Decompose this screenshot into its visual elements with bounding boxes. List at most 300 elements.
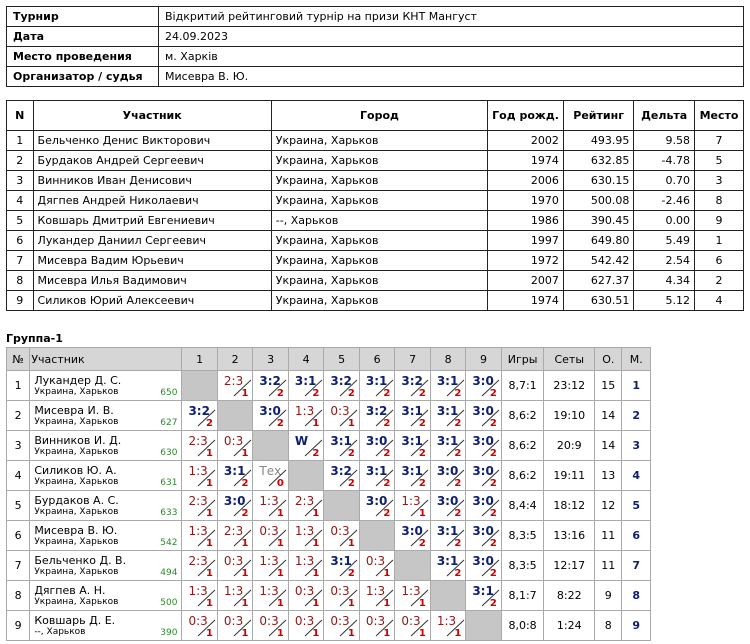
grid-header: 1 — [182, 348, 217, 371]
games-stat: 8,0:8 — [501, 611, 544, 641]
participant-cell: 542.42 — [563, 251, 633, 271]
match-result-cell — [288, 551, 323, 581]
participant-cell: Ковшарь Дмитрий Евгениевич — [33, 211, 271, 231]
match-score: 3:0 — [472, 524, 494, 538]
player-name: Ковшарь Д. Е. — [34, 613, 116, 627]
match-score: 1:3 — [294, 524, 315, 538]
points-stat: 14 — [595, 401, 622, 431]
match-score: 1:3 — [259, 494, 279, 508]
match-result-cell — [324, 551, 359, 581]
match-score: 0:3 — [330, 404, 350, 418]
participant-cell: 4 — [7, 191, 34, 211]
match-result-cell — [395, 611, 430, 641]
grid-header: 8 — [430, 348, 465, 371]
participant-cell: 7 — [7, 251, 34, 271]
match-result-cell — [359, 611, 394, 641]
games-stat: 8,1:7 — [501, 581, 544, 611]
match-result-cell — [324, 371, 359, 401]
group-row — [7, 551, 651, 581]
match-result-cell — [466, 371, 501, 401]
points-stat: 8 — [595, 611, 622, 641]
match-points: 1 — [347, 628, 355, 639]
match-score: 1:3 — [365, 584, 386, 598]
match-result-cell — [182, 401, 217, 431]
participant-cell: 4 — [695, 291, 744, 311]
match-score: 2:3 — [188, 494, 208, 508]
info-key: Организатор / судья — [7, 67, 159, 87]
player-name: Мисевра В. Ю. — [34, 523, 118, 537]
participants-header: N — [7, 101, 34, 131]
match-score: 3:0 — [472, 404, 494, 418]
match-points: 1 — [418, 508, 426, 519]
participant-cell: 0.70 — [634, 171, 695, 191]
match-points: 1 — [276, 628, 284, 639]
player-name: Бурдаков А. С. — [34, 493, 119, 507]
match-result-cell — [359, 491, 394, 521]
match-points: 2 — [347, 568, 355, 579]
self-match-cell — [324, 491, 359, 521]
match-points: 1 — [383, 568, 391, 579]
match-result-cell — [359, 551, 394, 581]
match-result-cell — [288, 611, 323, 641]
match-result-cell — [253, 551, 288, 581]
player-rating: 494 — [160, 568, 178, 578]
match-result-cell — [217, 611, 252, 641]
match-result-cell — [253, 521, 288, 551]
match-points: 2 — [383, 508, 391, 519]
match-result-cell — [395, 431, 430, 461]
info-value: Відкритий рейтинговий турнір на призи КНТ Мангуст — [159, 7, 744, 27]
match-result-cell — [288, 431, 323, 461]
match-result-cell — [359, 401, 394, 431]
participant-cell: Украина, Харьков — [271, 191, 487, 211]
player-city: Украина, Харьков — [34, 596, 119, 607]
match-result-cell — [430, 401, 465, 431]
info-row — [7, 27, 744, 47]
row-number: 2 — [7, 401, 30, 431]
games-stat: 8,6:2 — [501, 431, 544, 461]
match-score: 2:3 — [188, 434, 208, 448]
match-result-cell — [288, 401, 323, 431]
participant-cell: 1 — [695, 231, 744, 251]
row-number: 5 — [7, 491, 30, 521]
participant-cell: Украина, Харьков — [271, 291, 487, 311]
info-value: Мисевра В. Ю. — [159, 67, 744, 87]
match-points: 2 — [489, 508, 497, 519]
match-result-cell — [182, 461, 217, 491]
player-rating: 542 — [160, 538, 178, 548]
match-score: 3:1 — [472, 584, 494, 598]
match-score: 0:3 — [223, 554, 244, 568]
match-points: 2 — [347, 388, 355, 399]
match-score: 3:1 — [330, 434, 352, 448]
participants-header: Дельта — [634, 101, 695, 131]
games-stat: 8,6:2 — [501, 461, 544, 491]
match-result-cell — [430, 521, 465, 551]
participant-cell: Украина, Харьков — [271, 131, 487, 151]
match-result-cell — [324, 461, 359, 491]
participant-cell: 8 — [695, 191, 744, 211]
match-result-cell — [288, 581, 323, 611]
group-row — [7, 611, 651, 641]
self-match-cell — [288, 461, 323, 491]
grid-header: О. — [595, 348, 622, 371]
match-score: 3:0 — [472, 374, 494, 388]
match-points: 2 — [347, 478, 355, 489]
player-cell — [30, 431, 182, 461]
match-score: 1:3 — [188, 464, 208, 478]
sets-stat: 12:17 — [544, 551, 595, 581]
match-points: 2 — [454, 568, 462, 579]
grid-header: Игры — [501, 348, 544, 371]
group-results-grid — [6, 347, 651, 641]
match-score: 3:2 — [188, 404, 210, 418]
match-points: 2 — [489, 478, 497, 489]
player-city: Украина, Харьков — [34, 446, 119, 457]
sets-stat: 1:24 — [544, 611, 595, 641]
participant-cell: 2 — [7, 151, 34, 171]
match-score: 1:3 — [401, 584, 421, 598]
info-key: Дата — [7, 27, 159, 47]
tournament-info-table — [6, 6, 744, 87]
match-points: 1 — [312, 508, 320, 519]
player-name: Винников И. Д. — [34, 433, 122, 447]
match-points: 1 — [241, 538, 249, 549]
match-score: 3:1 — [436, 374, 459, 388]
player-city: Украина, Харьков — [34, 566, 119, 577]
match-points: 2 — [489, 418, 497, 429]
match-result-cell — [253, 401, 288, 431]
match-score: 2:3 — [223, 524, 244, 538]
match-score: 3:0 — [436, 494, 459, 508]
place-stat: 2 — [622, 401, 651, 431]
match-result-cell — [182, 551, 217, 581]
group-row — [7, 431, 651, 461]
player-rating: 500 — [160, 598, 178, 608]
games-stat: 8,7:1 — [501, 371, 544, 401]
participant-cell: Украина, Харьков — [271, 151, 487, 171]
match-score: 3:2 — [330, 464, 352, 478]
info-value: м. Харків — [159, 47, 744, 67]
player-rating: 390 — [160, 628, 178, 638]
participant-cell: -4.78 — [634, 151, 695, 171]
participant-cell: 1974 — [488, 291, 564, 311]
group-row — [7, 491, 651, 521]
place-stat: 3 — [622, 431, 651, 461]
match-points: 1 — [312, 598, 320, 609]
participant-cell: Дягпев Андрей Николаевич — [33, 191, 271, 211]
player-city: Украина, Харьков — [34, 506, 119, 517]
match-points: 1 — [312, 568, 320, 579]
participant-cell: 632.85 — [563, 151, 633, 171]
match-points: 1 — [347, 598, 355, 609]
match-score: 3:1 — [294, 374, 317, 388]
match-points: 1 — [205, 628, 213, 639]
match-points: 2 — [489, 538, 497, 549]
sets-stat: 19:11 — [544, 461, 595, 491]
participant-cell: 3 — [7, 171, 34, 191]
participant-cell: 8 — [7, 271, 34, 291]
match-score: 3:2 — [259, 374, 281, 388]
grid-header: М. — [622, 348, 651, 371]
match-points: 2 — [454, 448, 462, 459]
participant-cell: 5.12 — [634, 291, 695, 311]
match-points: 2 — [454, 538, 462, 549]
participant-row — [7, 171, 744, 191]
participant-cell: 7 — [695, 131, 744, 151]
match-result-cell — [466, 491, 501, 521]
match-score: 0:3 — [223, 614, 244, 628]
place-stat: 9 — [622, 611, 651, 641]
group-row — [7, 371, 651, 401]
match-points: 2 — [489, 568, 497, 579]
participant-cell: 2.54 — [634, 251, 695, 271]
grid-header: 6 — [359, 348, 394, 371]
player-city: Украина, Харьков — [34, 476, 119, 487]
row-number: 4 — [7, 461, 30, 491]
match-points: 1 — [241, 568, 249, 579]
place-stat: 7 — [622, 551, 651, 581]
player-cell — [30, 611, 182, 641]
participant-cell: -2.46 — [634, 191, 695, 211]
match-result-cell — [182, 521, 217, 551]
row-number: 8 — [7, 581, 30, 611]
match-score: 3:1 — [401, 434, 423, 448]
sets-stat: 23:12 — [544, 371, 595, 401]
match-score: 3:1 — [436, 404, 459, 418]
participant-cell: Украина, Харьков — [271, 251, 487, 271]
participant-cell: 2007 — [488, 271, 564, 291]
participant-cell: Бурдаков Андрей Сергеевич — [33, 151, 271, 171]
player-name: Лукандер Д. С. — [34, 373, 122, 387]
match-score: 3:2 — [330, 374, 352, 388]
match-score: 2:3 — [188, 554, 208, 568]
participant-cell: 630.15 — [563, 171, 633, 191]
participant-cell: 627.37 — [563, 271, 633, 291]
player-name: Мисевра И. В. — [34, 403, 114, 417]
grid-header: 7 — [395, 348, 430, 371]
match-result-cell — [359, 431, 394, 461]
match-score: 1:3 — [259, 554, 279, 568]
player-cell — [30, 551, 182, 581]
match-result-cell — [359, 461, 394, 491]
player-city: Украина, Харьков — [34, 536, 119, 547]
match-result-cell — [430, 551, 465, 581]
player-rating: 631 — [160, 478, 178, 488]
match-score: 3:0 — [259, 404, 281, 418]
match-points: 2 — [418, 478, 426, 489]
grid-header: 5 — [324, 348, 359, 371]
participant-cell: 6 — [695, 251, 744, 271]
match-score: 1:3 — [188, 584, 208, 598]
match-score: 3:1 — [436, 434, 459, 448]
match-result-cell — [182, 431, 217, 461]
match-result-cell — [217, 581, 252, 611]
participant-cell: 1986 — [488, 211, 564, 231]
match-result-cell — [182, 611, 217, 641]
grid-header: 3 — [253, 348, 288, 371]
match-points: 1 — [276, 598, 284, 609]
participant-cell: Винников Иван Денисович — [33, 171, 271, 191]
match-result-cell — [182, 491, 217, 521]
match-score: 3:0 — [472, 464, 494, 478]
participant-row — [7, 251, 744, 271]
match-result-cell — [324, 401, 359, 431]
match-points: 1 — [312, 418, 320, 429]
grid-header: 9 — [466, 348, 501, 371]
match-score: 3:1 — [436, 524, 459, 538]
match-score: 0:3 — [330, 584, 350, 598]
match-result-cell — [466, 401, 501, 431]
participants-header: Участник — [33, 101, 271, 131]
match-result-cell — [395, 491, 430, 521]
participant-cell: 649.80 — [563, 231, 633, 251]
self-match-cell — [217, 401, 252, 431]
participant-cell: 1974 — [488, 151, 564, 171]
participant-cell: 1997 — [488, 231, 564, 251]
match-result-cell — [288, 491, 323, 521]
sets-stat: 8:22 — [544, 581, 595, 611]
self-match-cell — [430, 581, 465, 611]
match-score: 0:3 — [294, 614, 315, 628]
match-score: 0:3 — [259, 524, 279, 538]
match-result-cell — [253, 611, 288, 641]
match-points: 2 — [418, 418, 426, 429]
points-stat: 9 — [595, 581, 622, 611]
group-row — [7, 581, 651, 611]
participants-header: Год рожд. — [488, 101, 564, 131]
match-points: 2 — [489, 448, 497, 459]
match-result-cell — [217, 551, 252, 581]
match-result-cell — [253, 491, 288, 521]
participant-cell: 9 — [695, 211, 744, 231]
participant-cell: 493.95 — [563, 131, 633, 151]
match-score: 0:3 — [294, 584, 315, 598]
participant-cell: 630.51 — [563, 291, 633, 311]
games-stat: 8,3:5 — [501, 521, 544, 551]
match-score: 3:1 — [330, 554, 352, 568]
match-result-cell — [466, 551, 501, 581]
match-score: 1:3 — [436, 614, 457, 628]
match-points: 2 — [205, 418, 213, 429]
group-row — [7, 461, 651, 491]
match-score: 0:3 — [188, 614, 208, 628]
self-match-cell — [253, 431, 288, 461]
sets-stat: 20:9 — [544, 431, 595, 461]
match-result-cell — [359, 371, 394, 401]
match-result-cell — [430, 491, 465, 521]
player-city: Украина, Харьков — [34, 416, 119, 427]
place-stat: 1 — [622, 371, 651, 401]
match-points: 2 — [383, 418, 391, 429]
match-score: 0:3 — [365, 554, 386, 568]
match-score: 0:3 — [365, 614, 386, 628]
match-result-cell — [253, 371, 288, 401]
match-result-cell — [217, 371, 252, 401]
match-points: 1 — [312, 628, 320, 639]
participant-cell: 6 — [7, 231, 34, 251]
match-result-cell — [395, 521, 430, 551]
match-score: 3:1 — [223, 464, 246, 478]
match-score: 3:0 — [472, 434, 494, 448]
points-stat: 11 — [595, 551, 622, 581]
grid-header: Участник — [30, 348, 182, 371]
participant-cell: 9 — [7, 291, 34, 311]
match-score: 3:0 — [472, 554, 494, 568]
points-stat: 13 — [595, 461, 622, 491]
match-score: Тех — [259, 464, 282, 478]
match-points: 2 — [418, 538, 426, 549]
match-points: 2 — [454, 388, 462, 399]
place-stat: 6 — [622, 521, 651, 551]
match-score: 1:3 — [401, 494, 421, 508]
participants-header: Место — [695, 101, 744, 131]
match-points: 1 — [205, 538, 213, 549]
match-result-cell — [395, 401, 430, 431]
match-result-cell — [217, 461, 252, 491]
match-points: 2 — [312, 448, 320, 459]
info-row — [7, 47, 744, 67]
points-stat: 14 — [595, 431, 622, 461]
match-points: 1 — [205, 568, 213, 579]
grid-header: № — [7, 348, 30, 371]
player-city: --, Харьков — [34, 626, 86, 637]
match-points: 1 — [347, 538, 355, 549]
participant-row — [7, 271, 744, 291]
participant-cell: 5 — [695, 151, 744, 171]
match-points: 2 — [383, 478, 391, 489]
self-match-cell — [466, 611, 501, 641]
match-result-cell — [395, 461, 430, 491]
match-points: 2 — [276, 418, 284, 429]
participant-cell: Лукандер Даниил Сергеевич — [33, 231, 271, 251]
participants-header: Город — [271, 101, 487, 131]
match-points: 1 — [205, 598, 213, 609]
match-points: 0 — [276, 478, 284, 489]
match-points: 1 — [241, 628, 249, 639]
points-stat: 15 — [595, 371, 622, 401]
participant-cell: 1970 — [488, 191, 564, 211]
match-points: 2 — [383, 388, 391, 399]
games-stat: 8,3:5 — [501, 551, 544, 581]
match-points: 1 — [312, 538, 320, 549]
games-stat: 8,4:4 — [501, 491, 544, 521]
match-result-cell — [324, 431, 359, 461]
group-row — [7, 521, 651, 551]
place-stat: 4 — [622, 461, 651, 491]
participant-cell: 2 — [695, 271, 744, 291]
match-result-cell — [217, 491, 252, 521]
match-points: 2 — [454, 478, 462, 489]
player-city: Украина, Харьков — [34, 386, 119, 397]
participant-cell: 5 — [7, 211, 34, 231]
match-score: 1:3 — [259, 584, 279, 598]
match-result-cell — [430, 371, 465, 401]
match-result-cell — [466, 431, 501, 461]
info-row — [7, 67, 744, 87]
match-result-cell — [217, 431, 252, 461]
row-number: 7 — [7, 551, 30, 581]
match-result-cell — [324, 521, 359, 551]
player-cell — [30, 581, 182, 611]
match-result-cell — [288, 371, 323, 401]
match-points: 2 — [418, 388, 426, 399]
participants-table — [6, 100, 744, 311]
row-number: 6 — [7, 521, 30, 551]
match-points: 2 — [347, 448, 355, 459]
participant-cell: 2006 — [488, 171, 564, 191]
participant-row — [7, 211, 744, 231]
